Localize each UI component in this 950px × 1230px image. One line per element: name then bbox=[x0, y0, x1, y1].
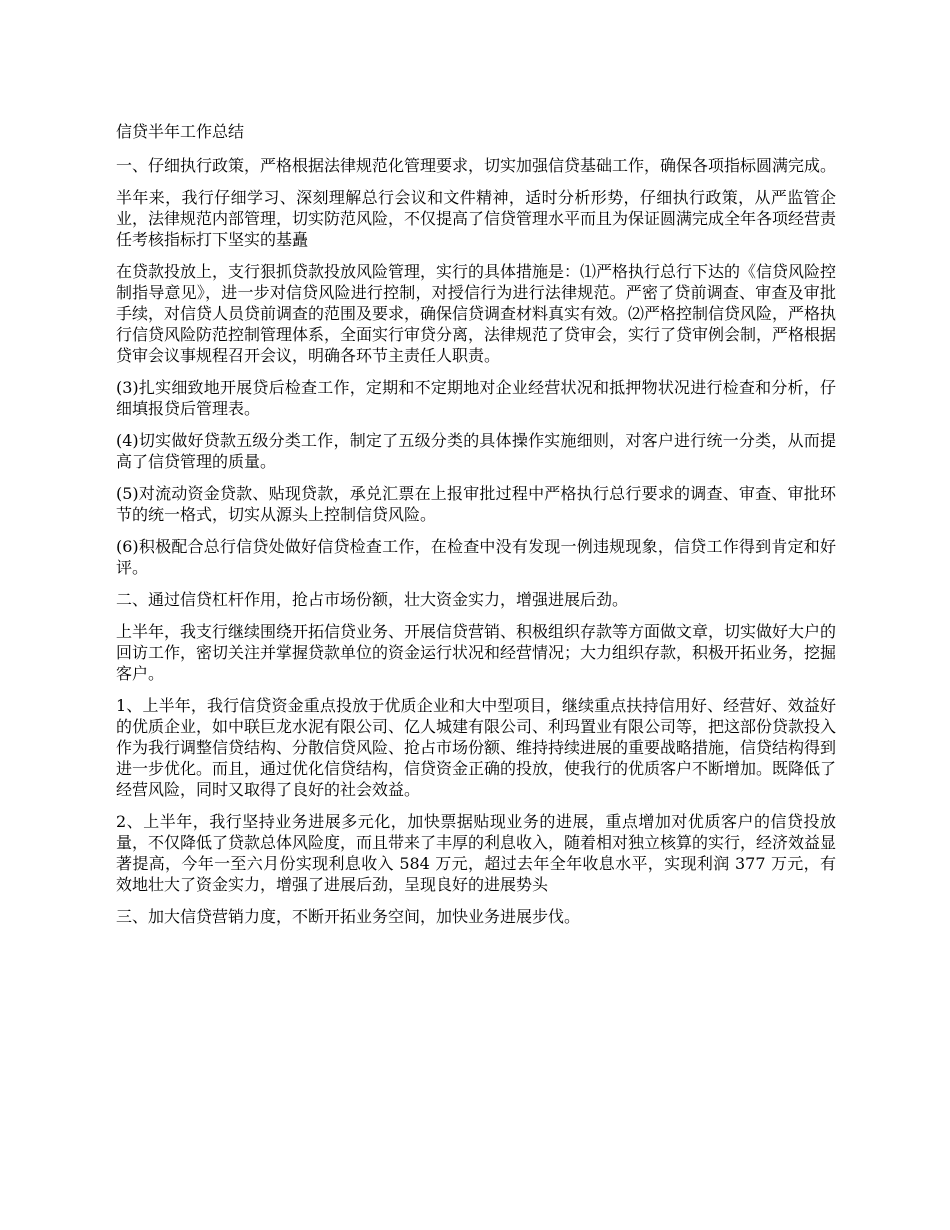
list-item: 1、上半年，我行信贷资金重点投放于优质企业和大中型项目，继续重点扶持信用好、经营好、效益好的优质企业，如中联巨龙水泥有限公司、亿人城建有限公司、利玛置业有限公司等，把这部份贷款投入作为我行调整信贷结构、分散信贷风险、抢占市场份额、维持持续进展的重要战略措施，信贷结构得到进一步优化。而且，通过优化信贷结构，信贷资金正确的投放，使我行的优质客户不断增加。既降低了经营风险，同时又取得了良好的社会效益。 bbox=[116, 696, 837, 799]
list-item: 2、上半年，我行坚持业务进展多元化，加快票据贴现业务的进展，重点增加对优质客户的信贷投放量，不仅降低了贷款总体风险度，而且带来了丰厚的利息收入，随着相对独立核算的实行，经济效益显著提高，今年一至六月份实现利息收入 584 万元，超过去年全年收息水平，实现利润 377 万元，有效地壮大了资金实力，增强了进展后劲，呈现良好的进展势头 bbox=[116, 812, 837, 894]
document-page bbox=[116, 121, 836, 938]
paragraph: 上半年，我支行继续围绕开拓信贷业务、开展信贷营销、积极组织存款等方面做文章，切实做好大户的回访工作，密切关注并掌握贷款单位的资金运行状况和经营情况；大力组织存款，积极开拓业务，挖掘客户。 bbox=[116, 622, 837, 683]
paragraph: 在贷款投放上，支行狠抓贷款投放风险管理，实行的具体措施是：⑴严格执行总行下达的《信贷风险控制指导意见》，进一步对信贷风险进行控制，对授信行为进行法律规范。严密了贷前调查、审查及审批手续，对信贷人员贷前调查的范围及要求，确保信贷调查材料真实有效。⑵严格控制信贷风险，严格执行信贷风险防范控制管理体系，全面实行审贷分离，法律规范了贷审会，实行了贷审例会制，严格根据贷审会议事规程召开会议，明确各环节主责任人职责。 bbox=[116, 262, 837, 365]
section-heading-1: 一、仔细执行政策，严格根据法律规范化管理要求，切实加强信贷基础工作，确保各项指标圆满完成。 bbox=[116, 156, 837, 175]
document-title: 信贷半年工作总结 bbox=[116, 122, 245, 141]
list-item: (3)扎实细致地开展贷后检查工作，定期和不定期地对企业经营状况和抵押物状况进行检查和分析，仔细填报贷后管理表。 bbox=[116, 378, 836, 418]
list-item: (5)对流动资金贷款、贴现贷款，承兑汇票在上报审批过程中严格执行总行要求的调查、审查、审批环节的统一格式，切实从源头上控制信贷风险。 bbox=[116, 484, 836, 524]
list-item: (6)积极配合总行信贷处做好信贷检查工作，在检查中没有发现一例违规现象，信贷工作得到肯定和好评。 bbox=[116, 537, 836, 577]
section-heading-3: 三、加大信贷营销力度，不断开拓业务空间，加快业务进展步伐。 bbox=[116, 907, 581, 926]
paragraph: 半年来，我行仔细学习、深刻理解总行会议和文件精神，适时分析形势，仔细执行政策，从严监管企业，法律规范内部管理，切实防范风险，不仅提高了信贷管理水平而且为保证圆满完成全年各项经营责任考核指标打下坚实的基矗 bbox=[116, 188, 837, 249]
list-item: (4)切实做好贷款五级分类工作，制定了五级分类的具体操作实施细则，对客户进行统一分类，从而提高了信贷管理的质量。 bbox=[116, 431, 836, 471]
section-heading-2: 二、通过信贷杠杆作用，抢占市场份额，壮大资金实力，增强进展后劲。 bbox=[116, 590, 629, 609]
